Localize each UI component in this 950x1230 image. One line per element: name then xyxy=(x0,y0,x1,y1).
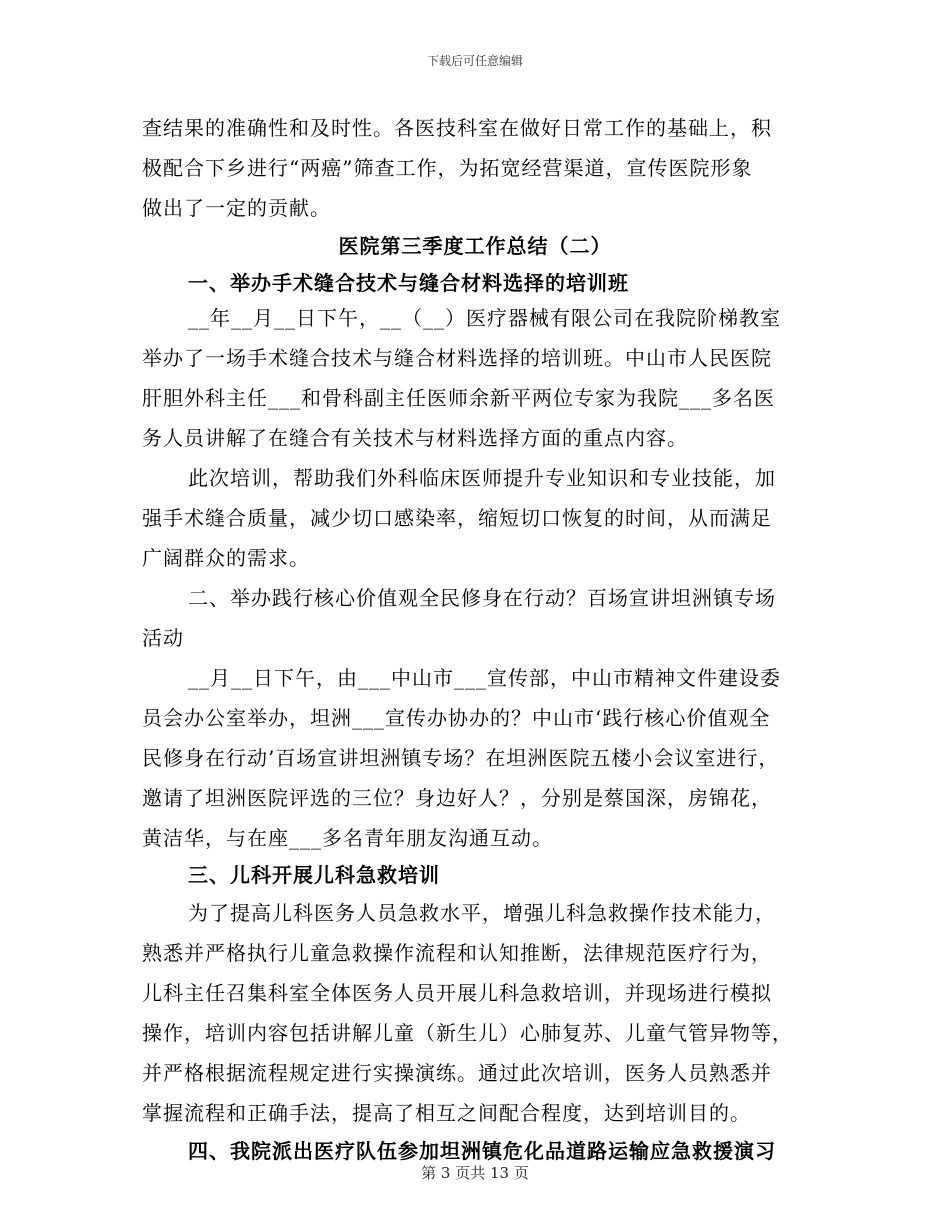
body-text-line: 广阔群众的需求。 xyxy=(142,546,310,570)
body-text-line: 举办了一场手术缝合技术与缝合材料选择的培训班。中山市人民医院 xyxy=(142,346,772,370)
body-text-line: 极配合下乡进行“两癌”筛查工作，为拓宽经营渠道，宣传医院形象 xyxy=(142,156,753,180)
body-text-line: 儿科主任召集科室全体医务人员开展儿科急救培训，并现场进行模拟 xyxy=(142,981,772,1005)
body-text-line: 肝胆外科主任___和骨科副主任医师余新平两位专家为我院___多名医 xyxy=(142,386,775,410)
header-note: 下载后可任意编辑 xyxy=(426,54,523,68)
body-text-line: 熟悉并严格执行儿童急救操作流程和认知推断，法律规范医疗行为， xyxy=(142,941,772,965)
section-heading: 二、举办践行核心价值观全民修身在行动？百场宣讲坦洲镇专场 xyxy=(188,586,776,610)
body-text-line: 民修身在行动’百场宣讲坦洲镇专场？在坦洲医院五楼小会议室进行， xyxy=(142,746,780,770)
body-text-line: 并严格根据流程规定进行实操演练。通过此次培训，医务人员熟悉并 xyxy=(142,1061,772,1085)
body-text-line: 邀请了坦洲医院评选的三位？身边好人？，分别是蔡国深，房锦花， xyxy=(142,786,772,810)
page-footer: 第 3 页共 13 页 xyxy=(421,1164,529,1182)
body-text-line: 强手术缝合质量，减少切口感染率，缩短切口恢复的时间，从而满足 xyxy=(142,506,772,530)
body-text-line: 操作，培训内容包括讲解儿童（新生儿）心肺复苏、儿童气管异物等， xyxy=(142,1021,793,1045)
section-heading: 四、我院派出医疗队伍参加坦洲镇危化品道路运输应急救援演习 xyxy=(188,1139,776,1163)
body-text-line: 黄洁华，与在座___多名青年朋友沟通互动。 xyxy=(142,826,553,850)
body-text-line: 做出了一定的贡献。 xyxy=(142,196,331,220)
body-text-line: 掌握流程和正确手法，提高了相互之间配合程度，达到培训目的。 xyxy=(142,1101,751,1125)
body-text-line: 此次培训，帮助我们外科临床医师提升专业知识和专业技能，加 xyxy=(188,466,776,490)
body-text-line: __年__月__日下午，__（__）医疗器械有限公司在我院阶梯教室 xyxy=(188,306,781,330)
section-heading: 一、举办手术缝合技术与缝合材料选择的培训班 xyxy=(188,271,629,295)
body-text-line: 为了提高儿科医务人员急救水平，增强儿科急救操作技术能力， xyxy=(188,901,776,925)
body-text-line: 务人员讲解了在缝合有关技术与材料选择方面的重点内容。 xyxy=(142,426,688,450)
body-text-line: 查结果的准确性和及时性。各医技科室在做好日常工作的基础上，积 xyxy=(142,116,772,140)
section-heading: 三、儿科开展儿科急救培训 xyxy=(188,863,440,887)
body-text-line: 员会办公室举办，坦洲___宣传办协办的？中山市‘践行核心价值观全 xyxy=(142,706,771,730)
document-title: 医院第三季度工作总结（二） xyxy=(338,234,612,258)
body-text-line: __月__日下午，由___中山市___宣传部，中山市精神文件建设委 xyxy=(188,666,781,690)
section-heading: 活动 xyxy=(142,626,184,650)
